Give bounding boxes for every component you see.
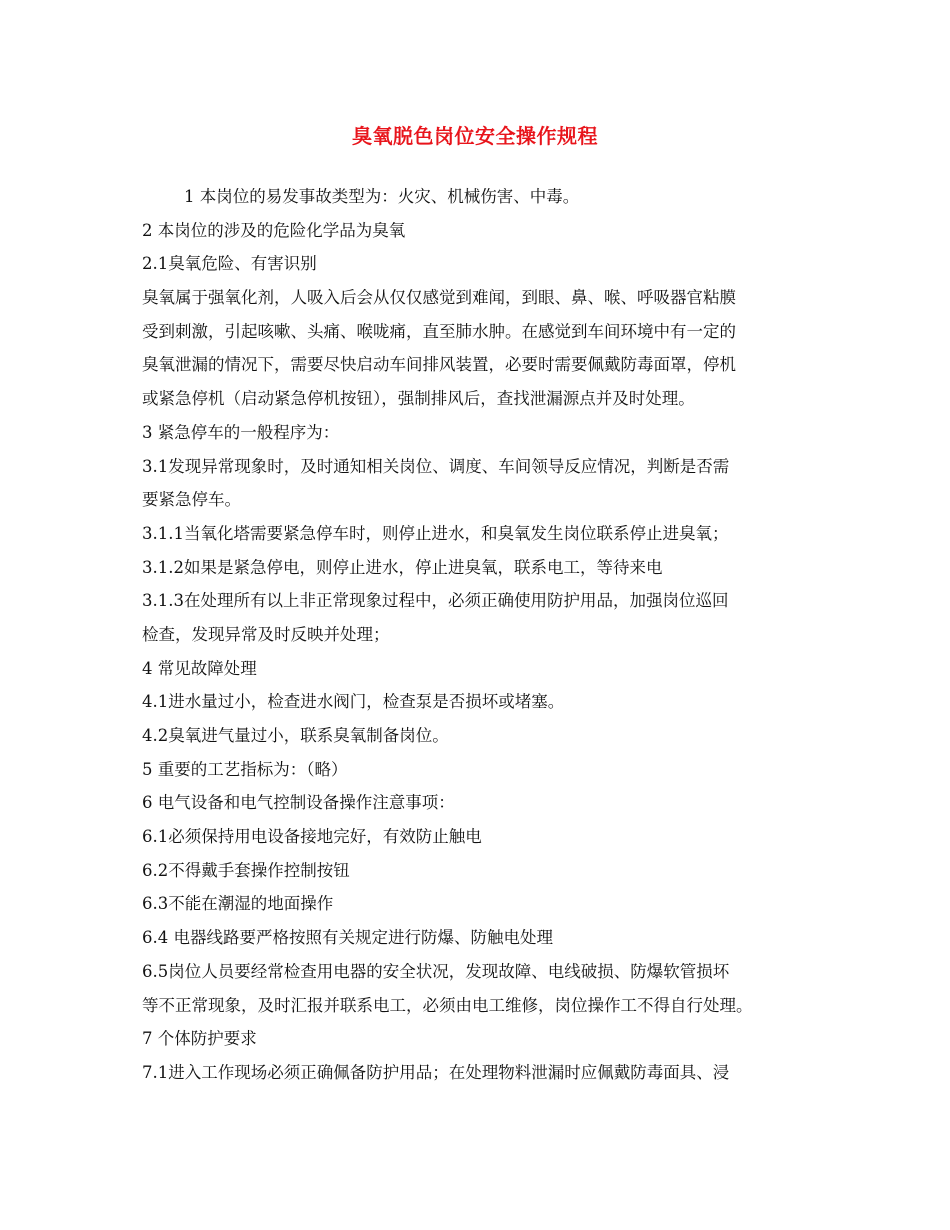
paragraph-line: 或紧急停机（启动紧急停机按钮），强制排风后，查找泄漏源点并及时处理。 [142, 389, 695, 409]
paragraph-line: 6 电气设备和电气控制设备操作注意事项： [142, 793, 455, 813]
paragraph-line: 等不正常现象，及时汇报并联系电工，必须由电工维修，岗位操作工不得自行处理。 [142, 995, 753, 1015]
paragraph-line: 5 重要的工艺指标为：（略） [142, 759, 348, 779]
paragraph-line: 4 常见故障处理 [142, 658, 257, 678]
paragraph-line: 6.1必须保持用电设备接地完好，有效防止触电 [142, 827, 482, 847]
paragraph-line: 1 本岗位的易发事故类型为：火灾、机械伤害、中毒。 [184, 187, 580, 206]
paragraph-line: 2.1臭氧危险、有害识别 [142, 254, 317, 274]
paragraph-line: 臭氧属于强氧化剂，人吸入后会从仅仅感觉到难闻，到眼、鼻、喉、呼吸器官粘膜 [142, 288, 736, 308]
paragraph-line: 6.3不能在潮湿的地面操作 [142, 894, 334, 914]
paragraph-line: 3.1发现异常现象时，及时通知相关岗位、调度、车间领导反应情况，判断是否需 [142, 456, 730, 476]
paragraph-line: 2 本岗位的涉及的危险化学品为臭氧 [142, 220, 406, 240]
document-body [142, 180, 822, 1090]
paragraph-line: 3 紧急停车的一般程序为： [142, 422, 340, 442]
paragraph-line: 检查，发现异常及时反映并处理； [142, 624, 390, 644]
paragraph-line: 7.1进入工作现场必须正确佩备防护用品；在处理物料泄漏时应佩戴防毒面具、浸 [142, 1062, 730, 1082]
paragraph-line: 受到刺激，引起咳嗽、头痛、喉咙痛，直至肺水肿。在感觉到车间环境中有一定的 [142, 321, 736, 341]
paragraph-line: 7 个体防护要求 [142, 1029, 257, 1049]
paragraph-line: 3.1.3在处理所有以上非正常现象过程中，必须正确使用防护用品，加强岗位巡回 [142, 591, 729, 611]
document-title: 臭氧脱色岗位安全操作规程 [352, 124, 598, 148]
paragraph-line: 4.2臭氧进气量过小，联系臭氧制备岗位。 [142, 726, 449, 745]
paragraph-line: 6.4 电器线路要严格按照有关规定进行防爆、防触电处理 [142, 928, 553, 948]
paragraph-line: 6.5岗位人员要经常检查用电器的安全状况，发现故障、电线破损、防爆软管损坏 [142, 961, 730, 981]
paragraph-line: 6.2不得戴手套操作控制按钮 [142, 860, 350, 880]
paragraph-line: 3.1.2如果是紧急停电，则停止进水，停止进臭氧，联系电工，等待来电 [142, 557, 663, 577]
paragraph-line: 要紧急停车。 [142, 490, 241, 510]
paragraph-line: 3.1.1当氧化塔需要紧急停车时，则停止进水，和臭氧发生岗位联系停止进臭氧； [142, 523, 729, 543]
paragraph-line: 4.1进水量过小，检查进水阀门，检查泵是否损坏或堵塞。 [142, 692, 565, 712]
paragraph-line: 臭氧泄漏的情况下，需要尽快启动车间排风装置，必要时需要佩戴防毒面罩，停机 [142, 355, 736, 375]
